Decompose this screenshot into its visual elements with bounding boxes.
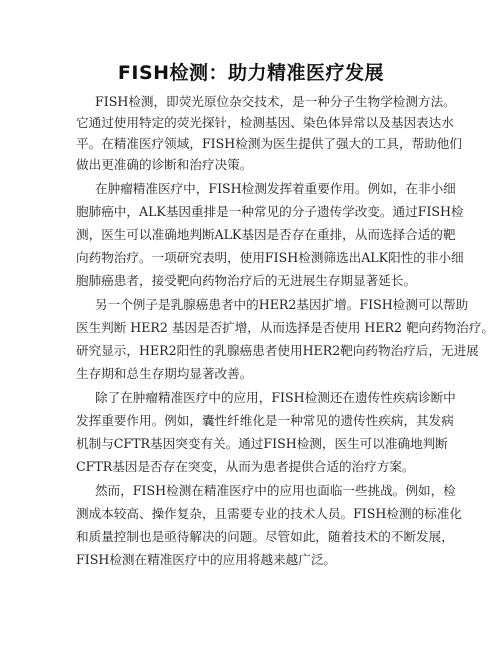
paragraph-line: 测，医生可以准确地判断ALK基因是否存在重排，从而选择合适的靶 xyxy=(76,227,456,242)
document-title: FISH检测：助力精准医疗发展 xyxy=(117,62,385,84)
paragraph-line: 测成本较高、操作复杂，且需要专业的技术人员。FISH检测的标准化 xyxy=(76,506,462,521)
paragraph-line: 发挥重要作用。例如，囊性纤维化是一种常见的遗传性疾病，其发病 xyxy=(76,413,454,428)
paragraph-line: 在肿瘤精准医疗中，FISH检测发挥着重要作用。例如，在非小细 xyxy=(95,181,456,196)
paragraph-line: 向药物治疗。一项研究表明，使用FISH检测筛选出ALK阳性的非小细 xyxy=(76,250,464,265)
paragraph-line: 研究显示，HER2阳性的乳腺癌患者使用HER2靶向药物治疗后，无进展 xyxy=(76,343,479,358)
paragraph-line: 除了在肿瘤精准医疗中的应用，FISH检测还在遗传性疾病诊断中 xyxy=(95,390,456,405)
paragraph-line: 机制与CFTR基因突变有关。通过FISH检测，医生可以准确地判断 xyxy=(76,436,448,451)
paragraph-line: 生存期和总生存期均显著改善。 xyxy=(76,366,253,381)
paragraph-line: CFTR基因是否存在突变，从而为患者提供合适的治疗方案。 xyxy=(76,459,415,474)
paragraph-line: 平。在精准医疗领域，FISH检测为医生提供了强大的工具，帮助他们 xyxy=(76,136,462,151)
paragraph-line: 医生判断 HER2 基因是否扩增，从而选择是否使用 HER2 靶向药物治疗。 xyxy=(76,320,494,335)
paragraph-line: 胞肺癌患者，接受靶向药物治疗后的无进展生存期显著延长。 xyxy=(76,273,417,288)
paragraph-line: 它通过使用特定的荧光探针，检测基因、染色体异常以及基因表达水 xyxy=(76,115,454,130)
paragraph-line: 做出更准确的诊断和治疗决策。 xyxy=(76,157,253,172)
paragraph-line: FISH检测，即荧光原位杂交技术，是一种分子生物学检测方法。 xyxy=(95,94,456,109)
paragraph-line: FISH检测在精准医疗中的应用将越来越广泛。 xyxy=(76,552,337,567)
paragraph-line: 另一个例子是乳腺癌患者中的HER2基因扩增。FISH检测可以帮助 xyxy=(95,297,469,312)
paragraph-line: 和质量控制也是亟待解决的问题。尽管如此，随着技术的不断发展， xyxy=(76,529,454,544)
paragraph-line: 胞肺癌中，ALK基因重排是一种常见的分子遗传学改变。通过FISH检 xyxy=(76,204,464,219)
paragraph-line: 然而，FISH检测在精准医疗中的应用也面临一些挑战。例如，检 xyxy=(95,483,456,498)
